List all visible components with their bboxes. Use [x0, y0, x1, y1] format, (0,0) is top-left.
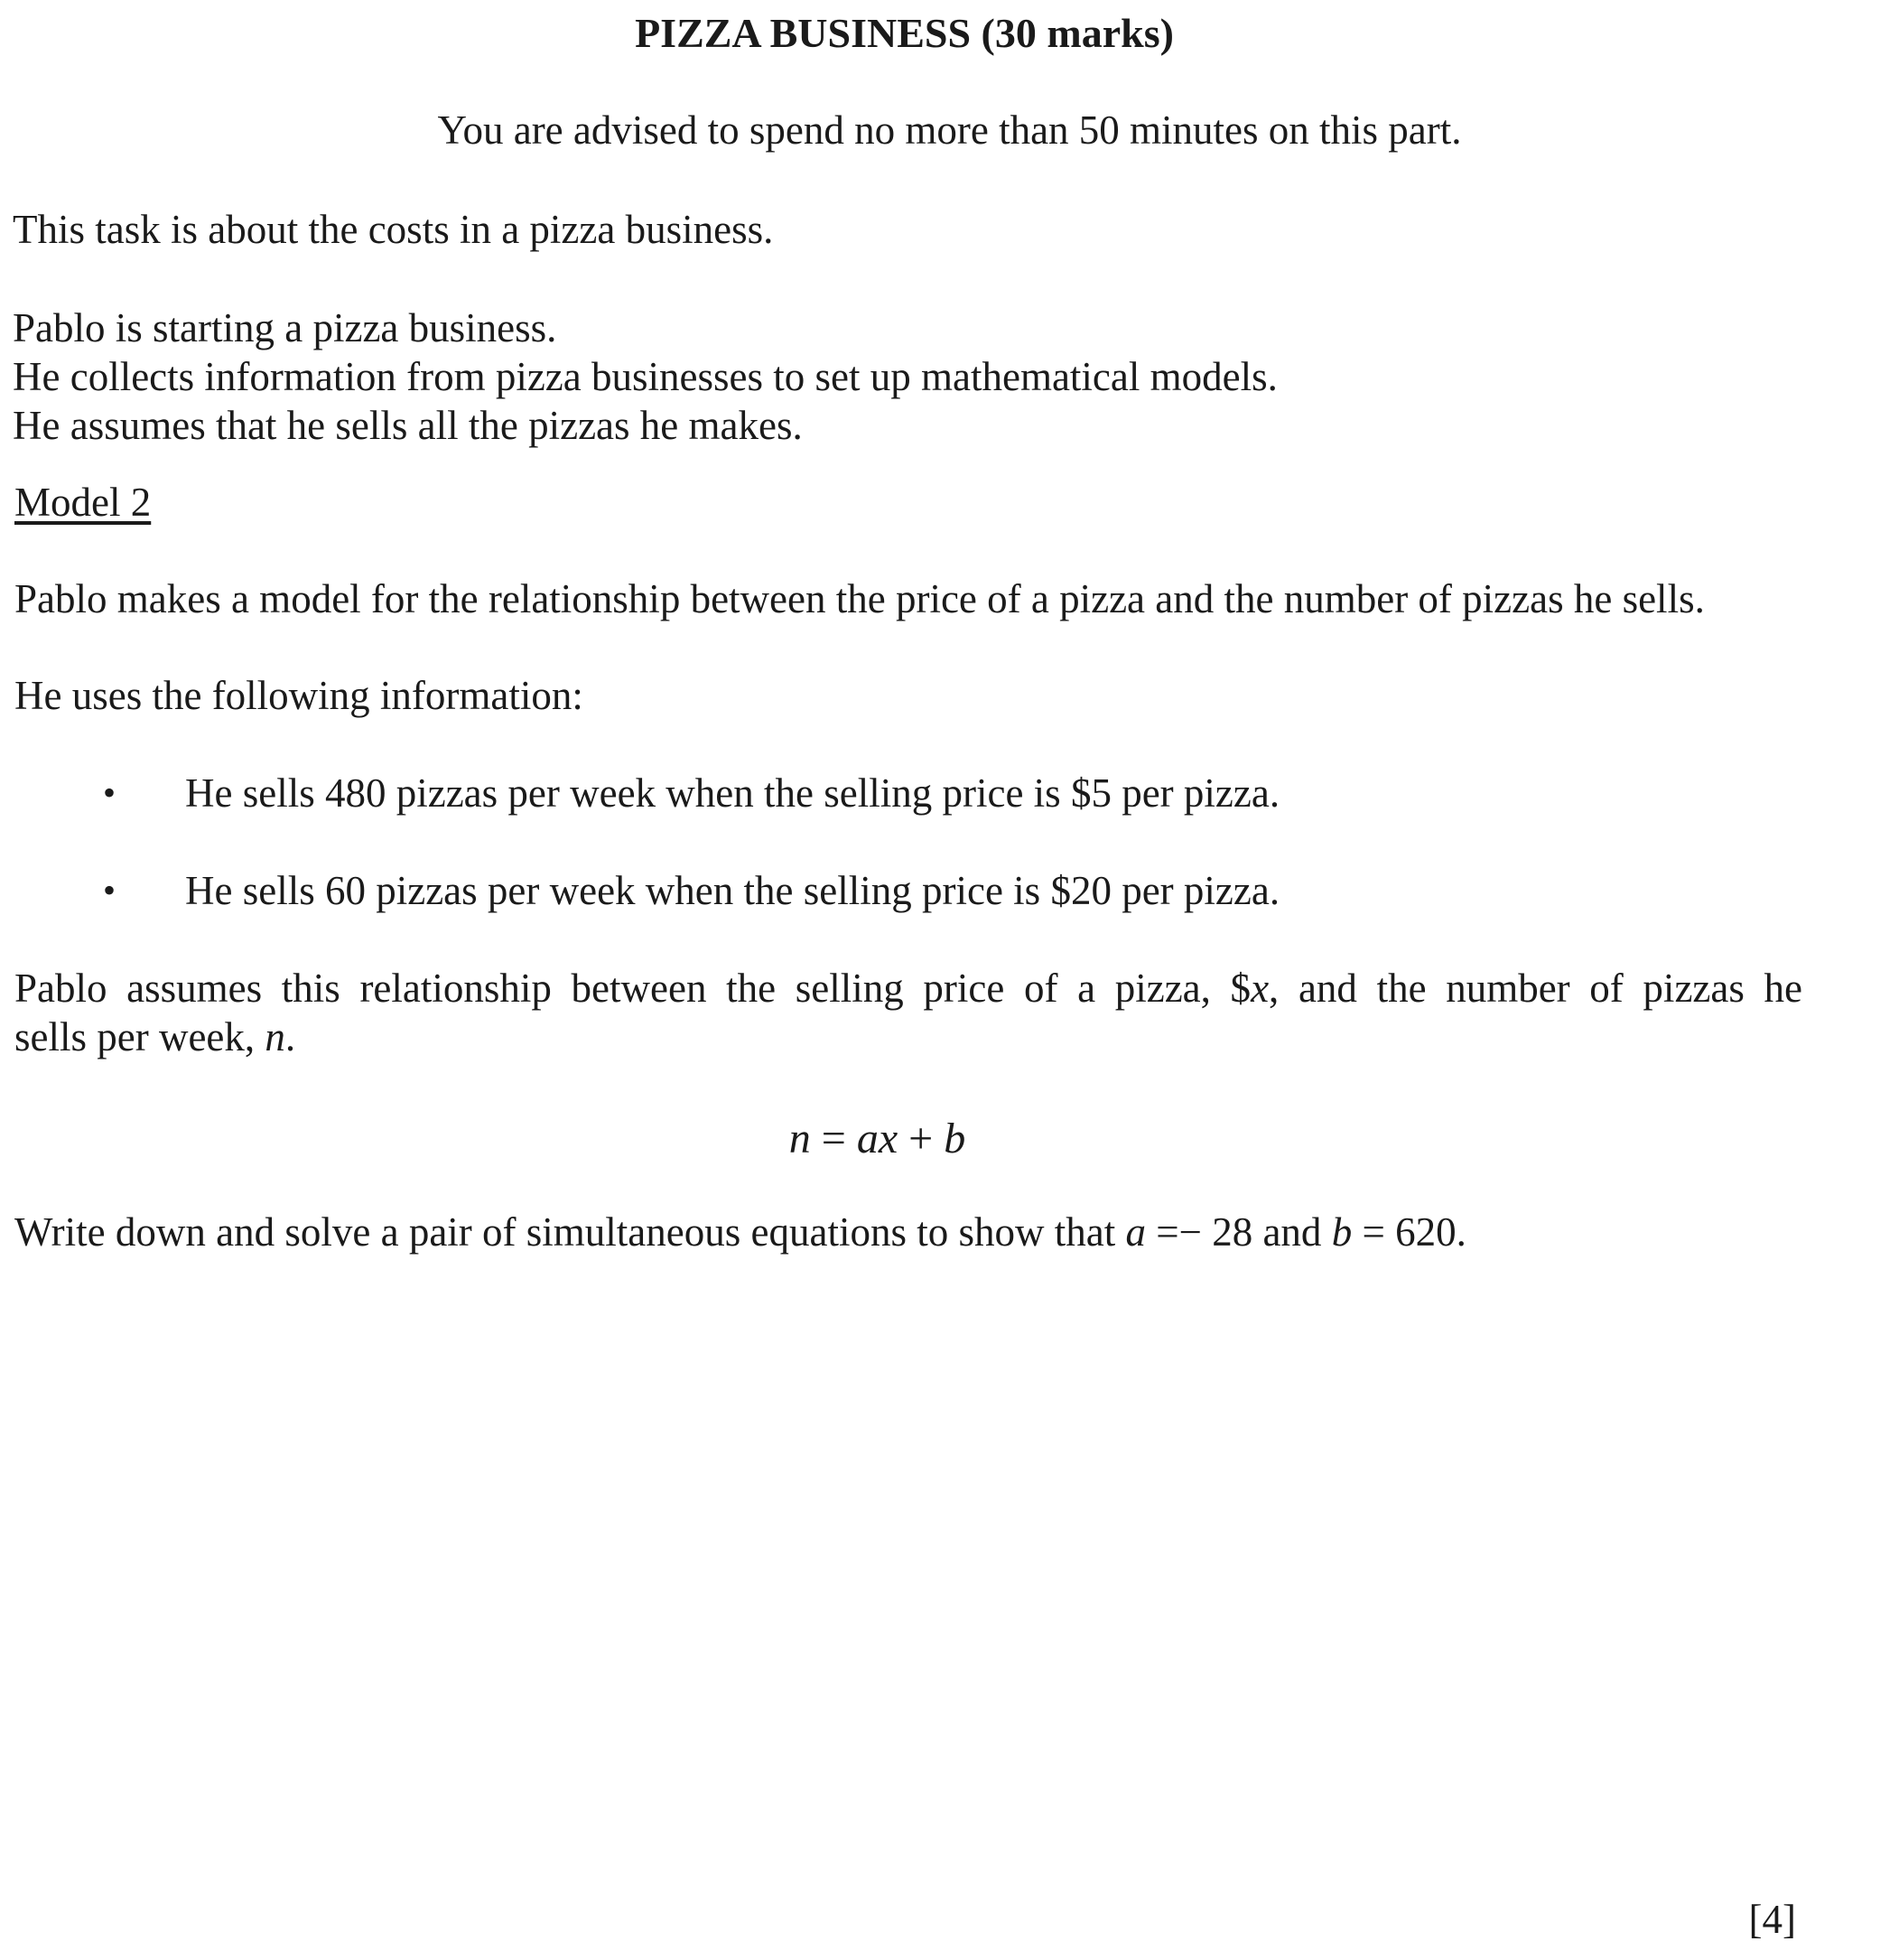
assumption-text: Pablo assumes this relationship between the selling price of a pizza, $ — [14, 966, 1252, 1011]
assumption-line-2 — [14, 1013, 295, 1061]
task-intro: This task is about the costs in a pizza business. — [13, 207, 774, 252]
time-advice: You are advised to spend no more than 50 minutes on this part. — [437, 107, 1462, 153]
bullet-icon: • — [103, 870, 116, 910]
question-value: =− 28 and — [1145, 1209, 1332, 1255]
equation-equals: = — [810, 1115, 857, 1162]
paragraph-line: He collects information from pizza businesses to set up mathematical models. — [13, 354, 1278, 399]
marks-indicator: [4] — [1748, 1897, 1796, 1942]
equation-plus: + — [898, 1115, 945, 1162]
model-intro: Pablo makes a model for the relationship between the price of a pizza and the number of pizzas he sells. — [14, 576, 1705, 621]
bullet-icon: • — [103, 772, 116, 813]
page-title: PIZZA BUSINESS (30 marks) — [635, 10, 1174, 56]
bullet-item: He sells 480 pizzas per week when the selling price is $5 per pizza. — [185, 770, 1280, 816]
question-text — [14, 1208, 1466, 1256]
paragraph-line: Pablo is starting a pizza business. — [13, 305, 557, 350]
model-equation — [0, 1115, 1827, 1163]
variable-b: b — [1331, 1209, 1353, 1255]
assumption-line-1 — [14, 964, 1802, 1013]
assumption-text: sells per week, — [14, 1014, 265, 1059]
question-prose: Write down and solve a pair of simultaneous equations to show that — [14, 1209, 1126, 1255]
assumption-text: , and the number of pizzas he — [1269, 966, 1802, 1011]
equation-lhs: n — [788, 1115, 811, 1162]
model-heading: Model 2 — [14, 480, 152, 525]
equation-constant: b — [944, 1115, 966, 1162]
assumption-text: . — [284, 1014, 296, 1059]
variable-x: x — [1251, 966, 1270, 1011]
equation-term: ax — [856, 1115, 898, 1162]
info-intro: He uses the following information: — [14, 673, 583, 718]
bullet-item: He sells 60 pizzas per week when the selling price is $20 per pizza. — [185, 868, 1280, 913]
variable-n: n — [265, 1014, 285, 1059]
question-value: = 620. — [1352, 1209, 1466, 1255]
paragraph-line: He assumes that he sells all the pizzas he makes. — [13, 403, 803, 448]
variable-a: a — [1125, 1209, 1146, 1255]
